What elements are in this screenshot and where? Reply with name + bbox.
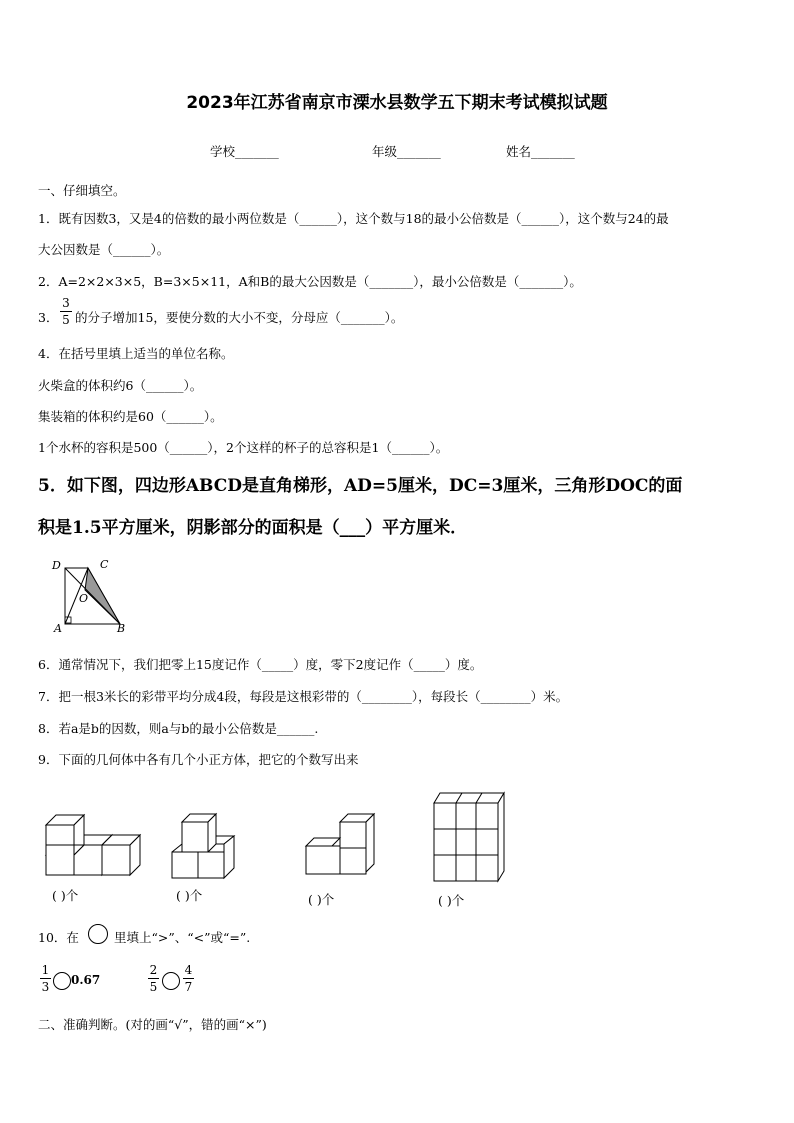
question-7: 7．把一根3米长的彩带平均分成4段，每段是这根彩带的（________），每段长（________）米。 xyxy=(38,689,569,704)
cube-figure-4 xyxy=(428,787,508,887)
fraction-numerator: 3 xyxy=(62,296,70,310)
question-3-text: 的分子增加15，要使分数的大小不变，分母应（_______）。 xyxy=(75,310,404,325)
question-4-item-3: 1个水杯的容积是500（______），2个这样的杯子的总容积是1（______）。 xyxy=(38,440,449,455)
question-10-suffix: 里填上“>”、“<”或“=”. xyxy=(114,930,251,945)
question-4: 4．在括号里填上适当的单位名称。 xyxy=(38,346,234,361)
label-b: B xyxy=(117,622,126,635)
section-2-heading: 二、准确判断。(对的画“√”，错的画“×”) xyxy=(38,1017,267,1032)
question-9: 9．下面的几何体中各有几个小正方体，把它的个数写出来 xyxy=(38,752,359,767)
q9-answer-4: ( )个 xyxy=(438,893,465,908)
cube-figure-2 xyxy=(168,808,248,888)
question-1-line-2: 大公因数是（______）。 xyxy=(38,242,170,257)
label-a: A xyxy=(54,622,62,635)
fraction-denominator: 3 xyxy=(41,980,50,994)
question-3-number: 3． xyxy=(38,310,59,325)
fraction-numerator: 4 xyxy=(184,963,193,977)
fraction-1-3 xyxy=(40,963,51,994)
question-5-line-1: 5．如下图，四边形ABCD是直角梯形，AD=5厘米，DC=3厘米，三角形DOC的面 xyxy=(38,476,683,496)
cube-figure-1 xyxy=(40,785,150,885)
comparison-circle-icon xyxy=(88,924,108,944)
question-5-line-2: 积是1.5平方厘米，阴影部分的面积是（___）平方厘米． xyxy=(38,518,468,538)
q9-answer-1: ( )个 xyxy=(52,888,79,903)
q9-answer-2: ( )个 xyxy=(176,888,203,903)
school-field: 学校_______ xyxy=(210,144,279,159)
value-0-67: 0.67 xyxy=(71,973,101,987)
question-4-item-2: 集装箱的体积约是60（______）。 xyxy=(38,409,223,424)
answer-circle-1[interactable] xyxy=(53,972,71,990)
fraction-denominator: 7 xyxy=(184,980,193,994)
question-6: 6．通常情况下，我们把零上15度记作（_____）度，零下2度记作（_____）度。 xyxy=(38,657,483,672)
label-d: D xyxy=(52,559,61,572)
fraction-3-5 xyxy=(60,296,72,327)
trapezoid-figure xyxy=(45,556,135,636)
fraction-4-7 xyxy=(183,963,194,994)
question-2: 2．A=2×2×3×5，B=3×5×11，A和B的最大公因数是（_______），最小公倍数是（_______）。 xyxy=(38,274,582,289)
question-8: 8．若a是b的因数，则a与b的最小公倍数是______. xyxy=(38,721,319,736)
grade-field: 年级_______ xyxy=(372,144,441,159)
fraction-2-5 xyxy=(148,963,159,994)
page-title: 2023年江苏省南京市溧水县数学五下期末考试模拟试题 xyxy=(186,93,608,113)
question-4-item-1: 火柴盒的体积约6（______）。 xyxy=(38,378,203,393)
fraction-denominator: 5 xyxy=(149,980,158,994)
cube-figure-3 xyxy=(300,810,380,890)
answer-circle-2[interactable] xyxy=(162,972,180,990)
label-c: C xyxy=(100,558,109,571)
name-field: 姓名_______ xyxy=(506,144,575,159)
q9-answer-3: ( )个 xyxy=(308,892,335,907)
section-1-heading: 一、仔细填空。 xyxy=(38,183,126,198)
question-10-prefix: 10．在 xyxy=(38,930,79,945)
fraction-numerator: 2 xyxy=(149,963,158,977)
fraction-denominator: 5 xyxy=(62,313,70,327)
label-o: O xyxy=(79,592,89,605)
fraction-numerator: 1 xyxy=(41,963,50,977)
question-1-line-1: 1．既有因数3，又是4的倍数的最小两位数是（______），这个数与18的最小公倍数是（______），这个数与24的最 xyxy=(38,211,669,226)
